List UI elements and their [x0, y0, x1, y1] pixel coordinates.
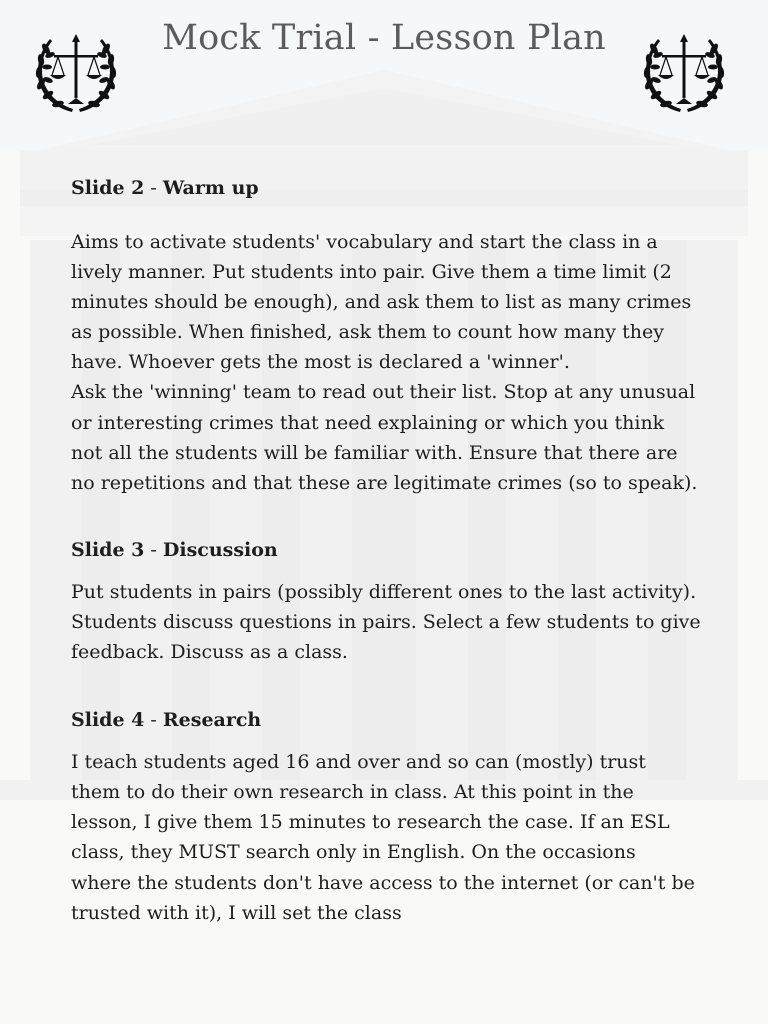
section-body-research: [71, 747, 701, 928]
heading-separator: -: [144, 709, 163, 732]
slide-number: Slide 2: [71, 177, 145, 199]
section-heading-discussion: [71, 535, 701, 565]
section-heading-research: [71, 705, 701, 735]
paragraph: Ask the 'winning' team to read out their list. Stop at any unusual or interesting crimes that need explaining or which you think not all the students will be familiar with. Ensure that there are no repetitions and that these are legitimate crimes (so to speak).: [71, 381, 698, 494]
heading-separator: -: [144, 177, 163, 199]
section-name: Discussion: [162, 538, 278, 561]
page-title: Mock Trial - Lesson Plan: [162, 18, 606, 58]
section-name: Research: [162, 709, 262, 732]
section-heading-warm-up: [71, 173, 701, 203]
paragraph: Put students in pairs (possibly different ones to the last activity). Students discuss questions in pairs. Select a few students to give feedback. Discuss as a class.: [71, 580, 701, 664]
section-body-warm-up: [71, 227, 701, 498]
section-body-discussion: [71, 577, 701, 667]
paragraph: Aims to activate students' vocabulary and start the class in a lively manner. Put students into pair. Give them a time limit (2 minutes should be enough), and ask them to list as many crimes as possible. When finished, ask them to count how many they have. Whoever gets the most is declared a 'winner'.: [71, 231, 692, 374]
paragraph: I teach students aged 16 and over and so can (mostly) trust them to do their own research in class. At this point in the lesson, I give them 15 minutes to research the case. If an ESL class, they MUST search only in English. On the occasions where the students don't have access to the internet (or can't be trusted with it), I will set the class: [71, 751, 695, 924]
slide-number: Slide 3: [71, 538, 145, 561]
heading-separator: -: [144, 538, 163, 561]
section-name: Warm up: [162, 177, 259, 199]
lesson-content: [71, 173, 701, 928]
slide-number: Slide 4: [71, 709, 145, 732]
